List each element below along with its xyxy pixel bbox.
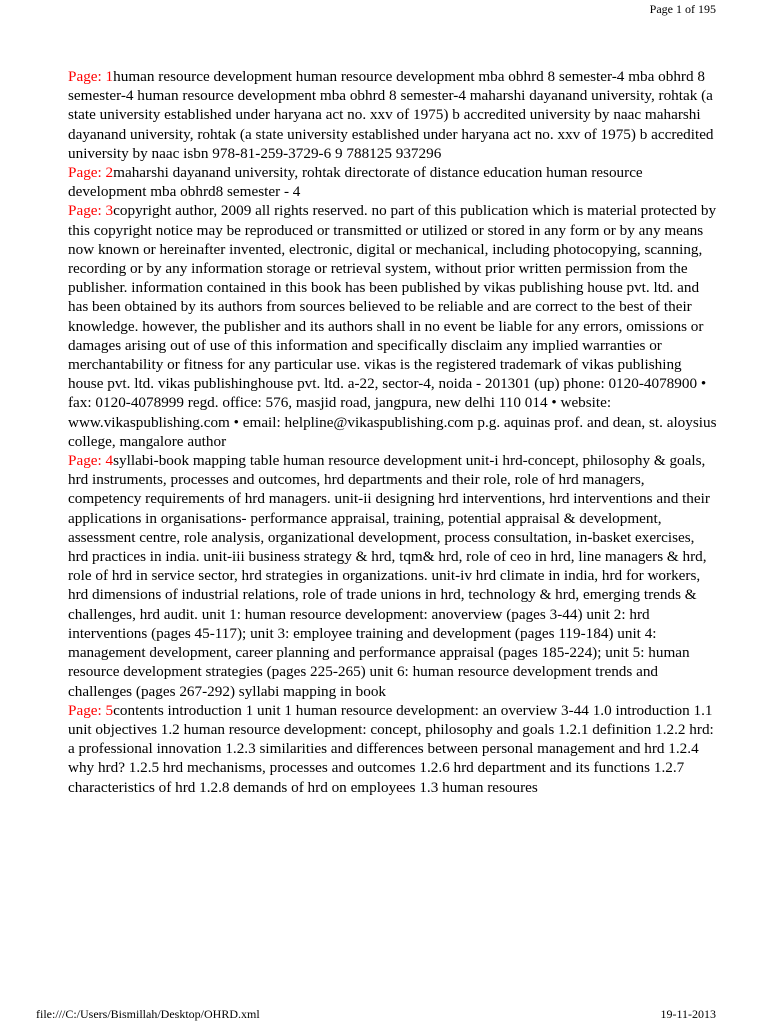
- page-label: Page: 5: [68, 701, 114, 719]
- page-text: human resource development human resource development mba obhrd 8 semester-4 mba obhrd 8 semester-4 human resource development mba obhrd 8 semester-4 maharshi dayanand university, rohtak (a state university established under haryana act no. xxv of 1975) b accredited university by naac maharshi dayanand university, rohtak (a state university established under haryana act no. xxv of 1975) b accredited university by naac isbn 978-81-259-3729-6 9 788125 937296: [68, 68, 714, 162]
- page-label: Page: 1: [68, 68, 114, 85]
- page-entry-4: [68, 451, 718, 701]
- file-path: file:///C:/Users/Bismillah/Desktop/OHRD.xml: [36, 1007, 260, 1021]
- page-text: maharshi dayanand university, rohtak directorate of distance education human resource development mba obhrd8 semester - 4: [68, 164, 643, 201]
- page-entry-2: [68, 163, 718, 201]
- page-label: Page: 3: [68, 202, 114, 220]
- page-label: Page: 2: [68, 164, 114, 182]
- page-text: contents introduction 1 unit 1 human resource development: an overview 3-44 1.0 introduction 1.1 unit objectives 1.2 human resource development: concept, philosophy and goals 1.2.1 definition 1.2.2 hrd: a professional innovation 1.2.3 similarities and differences between personal management and hrd 1.2.4 why hrd? 1.2.5 hrd mechanisms, processes and outcomes 1.2.6 hrd department and its functions 1.2.7 characteristics of hrd 1.2.8 demands of hrd on employees 1.3 human resoures: [68, 701, 714, 796]
- page-text: copyright author, 2009 all rights reserved. no part of this publication which is material protected by this copyright notice may be reproduced or transmitted or utilized or stored in any form or by any means now known or hereinafter invented, electronic, digital or mechanical, including photocopying, scanning, recording or by any information storage or retrieval system, without prior written permission from the publisher. information contained in this book has been published by vikas publishing house pvt. ltd. and has been obtained by its authors from sources believed to be reliable and are correct to the best of their knowledge. however, the publisher and its authors shall in no event be liable for any errors, omissions or damages arising out of use of this information and specifically disclaim any implied warranties or merchantability or fitness for any particular use. vikas is the registered trademark of vikas publishing house pvt. ltd. vikas publishinghouse pvt. ltd. a-22, sector-4, noida - 201301 (up) phone: 0120-4078900 • fax: 0120-4078999 regd. office: 576, masjid road, jangpura, new delhi 110 014 • website: www.vikaspublishing.com • email: helpline@vikaspublishing.com p.g. aquinas prof. and dean, st. aloysius college, mangalore author: [68, 202, 717, 450]
- page-label: Page: 4: [68, 452, 114, 470]
- page-entry-5: [68, 701, 718, 797]
- page-footer: [0, 1007, 768, 1021]
- print-date: 19-11-2013: [660, 1007, 716, 1021]
- page-entry-1: [68, 67, 718, 163]
- page-indicator: Page 1 of 195: [649, 2, 716, 16]
- document-body: [68, 67, 718, 797]
- page-entry-3: [68, 201, 718, 451]
- page-text: syllabi-book mapping table human resource development unit-i hrd-concept, philosophy & goals, hrd instruments, processes and outcomes, hrd departments and their role, role of hrd managers, competency requirements of hrd managers. unit-ii designing hrd interventions, hrd interventions and their applications in organisations- performance appraisal, training, potential appraisal & development, assessment centre, role analysis, organizational development, process consultation, in-basket exercises, hrd practices in india. unit-iii business strategy & hrd, tqm& hrd, role of ceo in hrd, line managers & hrd, role of hrd in service sector, hrd strategies in organizations. unit-iv hrd climate in india, hrd for workers, hrd dimensions of industrial relations, role of trade unions in hrd, technology & hrd, emerging trends & challenges, hrd audit. unit 1: human resource development: anoverview (pages 3-44) unit 2: hrd interventions (pages 45-117); unit 3: employee training and development (pages 119-184) unit 4: management development, career planning and performance appraisal (pages 185-224); unit 5: human resource development strategies (pages 225-265) unit 6: human resource development trends and challenges (pages 267-292) syllabi mapping in book: [68, 452, 710, 700]
